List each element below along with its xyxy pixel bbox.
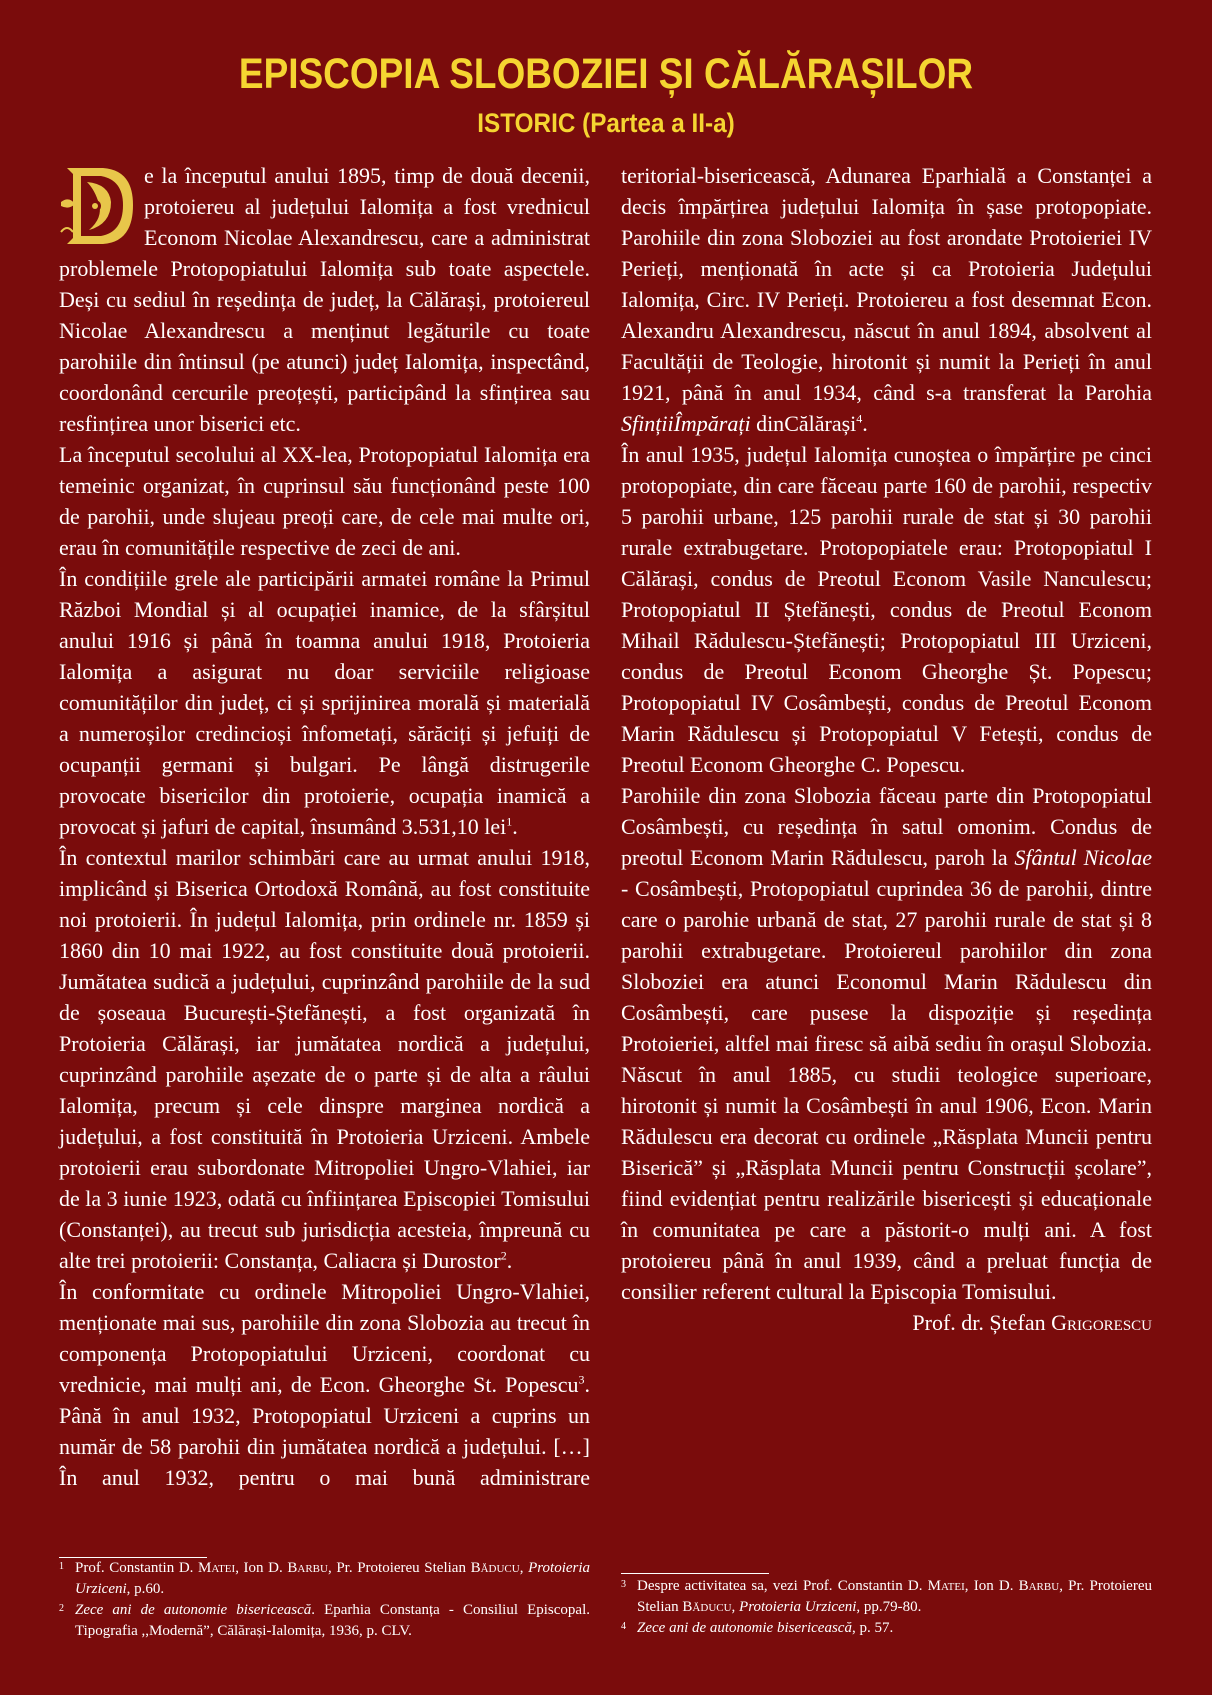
footnote-ref: 4 bbox=[856, 411, 863, 426]
paragraph-1: e la începutul anului 1895, timp de două decenii, protoiereu al județului Ialomița a fost vrednicul Econom Nicolae Alexandrescu, care a administrat problemele Protopopiatului Ialomița sub toate aspectele. Deși cu sediul în reședința de județ, la Călărași, protoiereul Nicolae Alexandrescu a menținut legăturile cu toate parohiile din întinsul (pe atunci) județ Ialomița, inspectând, coordonând cercurile preoțești, participând la sfințirea sau resfințirea unor biserici etc. bbox=[59, 163, 590, 436]
footnote-4: 4 Zece ani de autonomie bisericească, p. 57. bbox=[621, 1620, 894, 1636]
footnote-ref: 2 bbox=[500, 1248, 507, 1263]
paragraph-4: În contextul marilor schimbări care au urmat anului 1918, implicând și Biserica Ortodoxă Română, au fost constituite noi protoierii. În județul Ialomița, prin ordinele nr. 1859 și 1860 din 10 mai 1922, au fost constituite două protoierii. Jumătatea sudică a județului, cuprinzând parohiile de la sud de șoseaua București-Ștefănești, a fost organizată în Protoieria Călărași, iar jumătatea nordică a județului, cuprinzând parohiile așezate de o parte și de alta a râului Ialomița, precum și cele dinspre marginea nordică a județului, a fost constituită în Protoieria Urziceni. Ambele protoierii erau subordonate Mitropoliei Ungro-Vlahiei, iar de la 3 iunie 1923, odată cu înființarea Episcopiei Tomisului (Constanței), au trecut sub jurisdicția acesteia, împreună cu alte trei protoierii: Constanța, Caliacra și Durostor$^2$. bbox=[59, 845, 590, 1273]
page-subtitle: ISTORIC (Partea a II-a) bbox=[477, 108, 735, 138]
footnote-3: 3 Despre activitatea sa, vezi Prof. Constantin D. Matei, Ion D. Barbu, Pr. Protoiereu Stelian Băducu, Protoieria Urziceni, pp.79-80. bbox=[621, 1578, 1152, 1615]
footnotes-right bbox=[621, 1576, 1152, 1639]
footnote-1: 1 Prof. Constantin D. Matei, Ion D. Barbu, Pr. Protoiereu Stelian Băducu, Protoieria Urziceni, p.60. bbox=[59, 1560, 591, 1597]
paragraph-5-cont: teritorial-bisericească, Adunarea Eparhială a Constanței a decis împărțirea județului Ialomița în șase protopopiate. Parohiile din zona Sloboziei au fost arondate Protoieriei IV Perieți, menționată în acte și ca Protoieria Județului Ialomița, Circ. IV Perieți. Protoiereu a fost desemnat Econ. Alexandru Alexandrescu, născut în anul 1894, absolvent al Facultății de Teologie, hirotonit și numit la Perieți în anul 1921, până în anul 1934, când s-a transferat la Parohia SfințiiÎmpărați dinCălărași$^4$. bbox=[621, 163, 1152, 436]
footnote-2: 2 Zece ani de autonomie bisericească. Eparhia Constanța - Consiliul Episcopal. Tipografia ,,Modernă”, Călărași-Ialomița, 1936, p. CLV. bbox=[59, 1602, 590, 1639]
footnotes-left bbox=[59, 1558, 590, 1642]
left-column bbox=[59, 160, 590, 1493]
paragraph-7: Parohiile din zona Slobozia făceau parte din Protopopiatul Cosâmbești, cu reședința în satul omonim. Condus de preotul Econom Marin Rădulescu, paroh la Sfântul Nicolae - Cosâmbești, Protopopiatul cuprindea 36 de parohii, dintre care o parohie urbană de stat, 27 parohii rurale de stat și 8 parohii extrabugetare. Protoiereul parohiilor din zona Sloboziei era atunci Economul Marin Rădulescu din Cosâmbești, care pusese la dispoziție și reședința Protoieriei, altfel mai firesc să aibă sediu în orașul Slobozia. Născut în anul 1885, cu studii teologice superioare, hirotonit și numit la Cosâmbești în anul 1906, Econ. Marin Rădulescu era decorat cu ordinele „Răsplata Muncii pentru Biserică” și „Răsplata Muncii pentru Construcții școlare”, fiind evidențiat pentru realizările bisericești și educaționale în comunitatea pe care a păstorit-o mulți ani. A fost protoiereu până în anul 1939, când a preluat funcția de consilier referent cultural la Episcopia Tomisului. bbox=[621, 783, 1153, 1304]
page-title: EPISCOPIA SLOBOZIEI ȘI CĂLĂRAȘILOR bbox=[238, 50, 974, 98]
footnote-divider-right bbox=[621, 1573, 769, 1574]
footnote-ref: 1 bbox=[506, 814, 513, 829]
paragraph-2: La începutul secolului al XX-lea, Protopopiatul Ialomița era temeinic organizat, în cuprinsul său funcționând peste 100 de parohii, unde slujeau preoți care, de cele mai multe ori, erau în comunitățile respective de zeci de ani. bbox=[59, 442, 590, 560]
paragraph-6: În anul 1935, județul Ialomița cunoștea o împărțire pe cinci protopopiate, din care făceau parte 160 de parohii, respectiv 5 parohii urbane, 125 parohii rurale de stat și 30 parohii rurale extrabugetare. Protopopiatele erau: Protopopiatul I Călărași, condus de Preotul Econom Vasile Nanculescu; Protopopiatul II Ștefănești, condus de Preotul Econom Mihail Rădulescu-Ștefănești; Protopopiatul III Urziceni, condus de Preotul Econom Gheorghe Șt. Popescu; Protopopiatul IV Cosâmbești, condus de Preotul Econom Marin Rădulescu și Protopopiatul V Fetești, condus de Preotul Econom Gheorghe C. Popescu. bbox=[621, 442, 1152, 777]
author-signature: Prof. dr. Ștefan Grigorescu bbox=[912, 1310, 1152, 1335]
paragraph-5: În conformitate cu ordinele Mitropoliei Ungro-Vlahiei, menționate mai sus, parohiile din zona Slobozia au trecut în componența Protopopiatului Urziceni, coordonat cu vrednicie, mai mulți ani, de Econ. Gheorghe St. Popescu$^3$. Până în anul 1932, Protopopiatul Urziceni a cuprins un număr de 58 parohii din jumătatea nordică a județului. […] În anul 1932, pentru o mai bună administrare bbox=[59, 1279, 590, 1490]
footnote-ref: 3 bbox=[578, 1372, 585, 1387]
paragraph-3: În condițiile grele ale participării armatei române la Primul Război Mondial și al ocupației inamice, de la sfârșitul anului 1916 și până în toamna anului 1918, Protoieria Ialomița a asigurat nu doar serviciile religioase comunităților din județ, ci și sprijinirea morală și materială a numeroșilor credincioși înfometați, sărăciți și jefuiți de ocupanții germani și bulgari. Pe lângă distrugerile provocate bisericilor din protoierie, ocupația inamică a provocat și jafuri de capital, însumând 3.531,10 lei$^1$. bbox=[59, 566, 590, 839]
right-column bbox=[621, 160, 1152, 1338]
ornamental-initial-d-icon bbox=[59, 162, 138, 248]
